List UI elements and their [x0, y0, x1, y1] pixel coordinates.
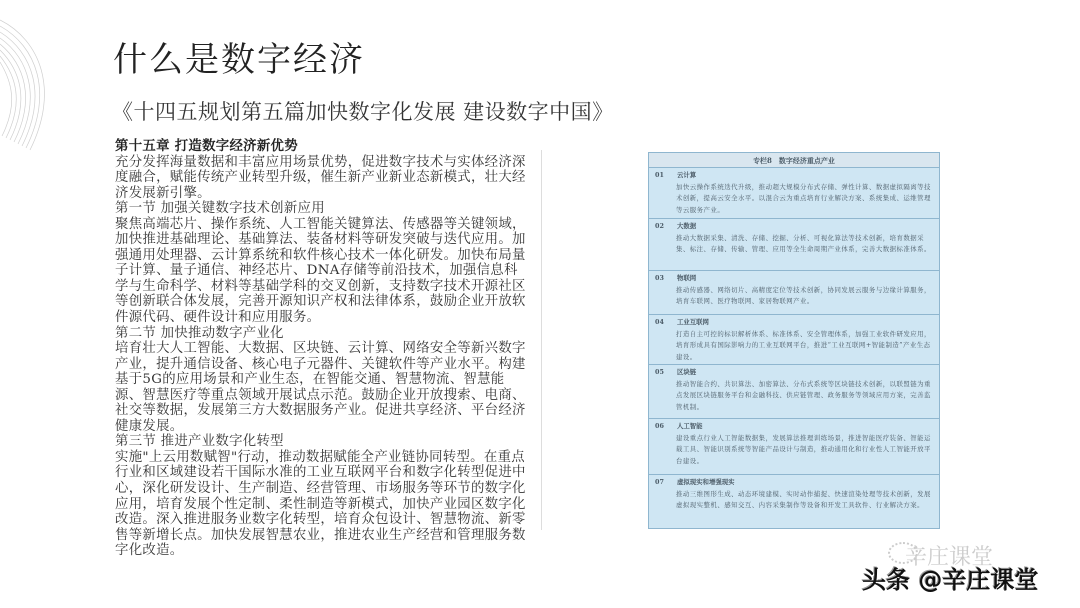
decorative-ribbon — [0, 0, 80, 608]
section-text: 聚焦高端芯片、操作系统、人工智能关键算法、传感器等关键领域，加快推进基础理论、基础算法、装备材料等研发突破与迭代应用。加强通用处理器、云计算系统和软件核心技术一体化研发。加快布局量子计算、量子通信、神经芯片、DNA存储等前沿技术，加强信息科学与生命科学、材料等基础学科的交叉创新，支持数字技术开源社区等创新联合体发展，完善开源知识产权和法律体系，鼓励企业开放软件源代码、硬件设计和应用服务。 — [115, 216, 526, 326]
row-number: 02 — [655, 222, 664, 230]
section-heading: 第二节 加快推动数字产业化 — [115, 325, 284, 341]
row-number: 04 — [655, 318, 664, 326]
row-title: 大数据 — [677, 222, 697, 230]
watermark-faded: 辛庄课堂 — [905, 545, 994, 570]
row-description: 打造自主可控的标识解析体系、标准体系、安全管理体系，加强工业软件研发应用，培育形成具有国际影响力的工业互联网平台，推进“工业互联网+智能制造”产业生态建设。 — [676, 329, 931, 361]
table-header: 专栏8 数字经济重点产业 — [649, 153, 939, 168]
row-title: 人工智能 — [677, 422, 703, 430]
body-text — [115, 139, 530, 559]
row-description: 推动三维图形生成、动态环境建模、实时动作捕捉、快速渲染处理等技术创新，发展虚拟现实整机、感知交互、内容采集制作等设备和开发工具软件、行业解决方案。 — [676, 489, 931, 510]
row-number: 05 — [655, 368, 664, 376]
row-description: 加快云操作系统迭代升级，推动超大规模分布式存储、弹性计算、数据虚拟隔离等技术创新，提高云安全水平。以混合云为重点培育行业解决方案、系统集成、运维管理等云服务产业。 — [676, 182, 931, 214]
chapter-heading: 第十五章 打造数字经济新优势 — [115, 138, 298, 154]
row-number: 06 — [655, 422, 664, 430]
table-row — [649, 271, 939, 315]
column-divider — [541, 150, 542, 530]
table-row — [649, 475, 939, 529]
slide-title: 什么是数字经济 — [113, 40, 365, 80]
slide-subtitle: 《十四五规划第五篇加快数字化发展 建设数字中国》 — [112, 100, 614, 124]
row-title: 云计算 — [677, 171, 697, 179]
section-text: 实施"上云用数赋智"行动，推动数据赋能全产业链协同转型。在重点行业和区域建设若干国际水准的工业互联网平台和数字化转型促进中心，深化研发设计、生产制造、经营管理、市场服务等环节的数字化应用，培育发展个性定制、柔性制造等新模式，加快产业园区数字化改造。深入推进服务业数字化转型，培育众包设计、智慧物流、新零售等新增长点。加快发展智慧农业，推进农业生产经营和管理服务数字化改造。 — [115, 449, 526, 559]
section-heading: 第三节 推进产业数字化转型 — [115, 434, 284, 450]
table-row — [649, 365, 939, 419]
row-description: 建设重点行业人工智能数据集，发展算法推理训练场景，推进智能医疗装备、智能运载工具、智能识别系统等智能产品设计与制造，推动通用化和行业性人工智能开放平台建设。 — [676, 433, 931, 465]
row-number: 01 — [655, 171, 664, 179]
table-row — [649, 168, 939, 219]
table-row — [649, 315, 939, 365]
row-description: 推动智能合约、共识算法、加密算法、分布式系统等区块链技术创新，以联盟链为重点发展区块链服务平台和金融科技、供应链管理、政务服务等领域应用方案，完善监管机制。 — [676, 379, 931, 411]
watermark-main: 头条 @辛庄课堂 — [862, 566, 1039, 594]
industry-table — [648, 152, 940, 529]
row-description: 推动大数据采集、清洗、存储、挖掘、分析、可视化算法等技术创新，培育数据采集、标注、存储、传输、管理、应用等全生命周期产业体系，完善大数据标准体系。 — [676, 233, 931, 254]
row-number: 07 — [655, 478, 664, 486]
section-text: 培育壮大人工智能、大数据、区块链、云计算、网络安全等新兴数字产业，提升通信设备、核心电子元器件、关键软件等产业水平。构建基于5G的应用场景和产业生态，在智能交通、智慧物流、智慧能源、智慧医疗等重点领域开展试点示范。鼓励企业开放搜索、电商、社交等数据，发展第三方大数据服务产业。促进共享经济、平台经济健康发展。 — [115, 341, 526, 434]
row-title: 虚拟现实和增强现实 — [677, 478, 735, 486]
table-row — [649, 219, 939, 271]
row-title: 区块链 — [677, 368, 697, 376]
row-number: 03 — [655, 274, 664, 282]
chapter-text: 充分发挥海量数据和丰富应用场景优势，促进数字技术与实体经济深度融合，赋能传统产业转型升级，催生新产业新业态新模式，壮大经济发展新引擎。 — [115, 154, 526, 201]
section-heading: 第一节 加强关键数字技术创新应用 — [115, 201, 325, 217]
row-description: 推动传感器、网络切片、高精度定位等技术创新，协同发展云服务与边缘计算服务，培育车联网、医疗物联网、家居物联网产业。 — [676, 285, 931, 306]
table-row — [649, 419, 939, 475]
row-title: 工业互联网 — [677, 318, 709, 326]
row-title: 物联网 — [677, 274, 697, 282]
